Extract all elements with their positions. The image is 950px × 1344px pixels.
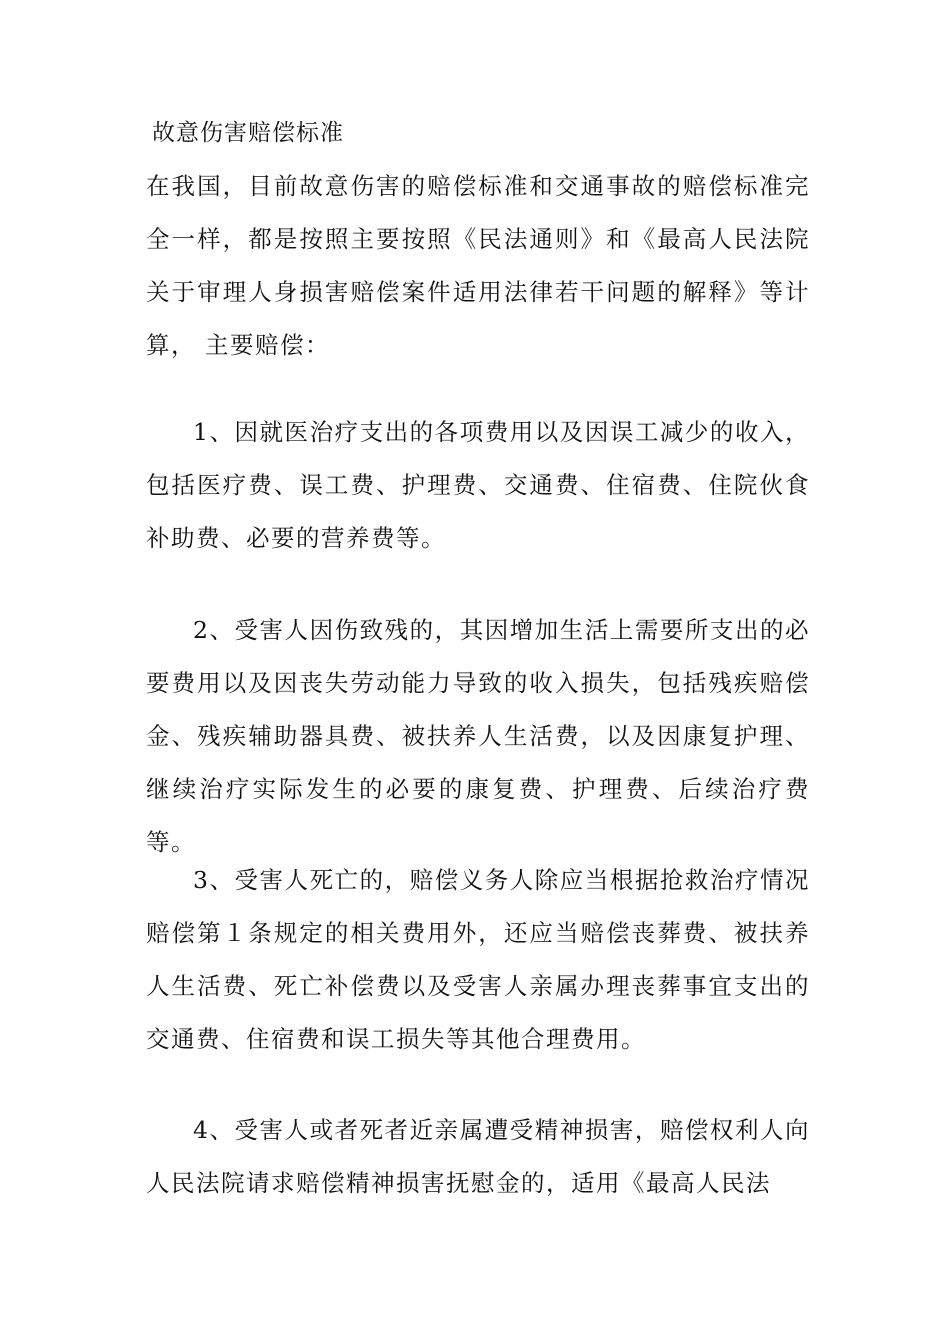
document-title: 故意伤害赔偿标准 xyxy=(152,120,344,146)
paragraph-4: 4、受害人或者死者近亲属遭受精神损害，赔偿权利人向人民法院请求赔偿精神损害抚慰金的，适用《最高人民法 xyxy=(146,1116,810,1197)
paragraph-2: 2、受害人因伤致残的，其因增加生活上需要所支出的必要费用以及因丧失劳动能力导致的收入损失，包括残疾赔偿金、残疾辅助器具费、被扶养人生活费，以及因康复护理、继续治疗实际发生的必要的康复费、护理费、后续治疗费等。 xyxy=(146,616,810,856)
paragraph-1: 1、因就医治疗支出的各项费用以及因误工减少的收入，包括医疗费、误工费、护理费、交通费、住宿费、住院伙食补助费、必要的营养费等。 xyxy=(146,418,810,552)
paragraph-3: 3、受害人死亡的，赔偿义务人除应当根据抢救治疗情况赔偿第１条规定的相关费用外，还应当赔偿丧葬费、被扶养人生活费、死亡补偿费以及受害人亲属办理丧葬事宜支出的交通费、住宿费和误工损失等其他合理费用。 xyxy=(146,866,810,1053)
intro-paragraph: 在我国，目前故意伤害的赔偿标准和交通事故的赔偿标准完全一样，都是按照主要按照《民法通则》和《最高人民法院关于审理人身损害赔偿案件适用法律若干问题的解释》等计算， 主要赔偿： xyxy=(146,172,810,359)
